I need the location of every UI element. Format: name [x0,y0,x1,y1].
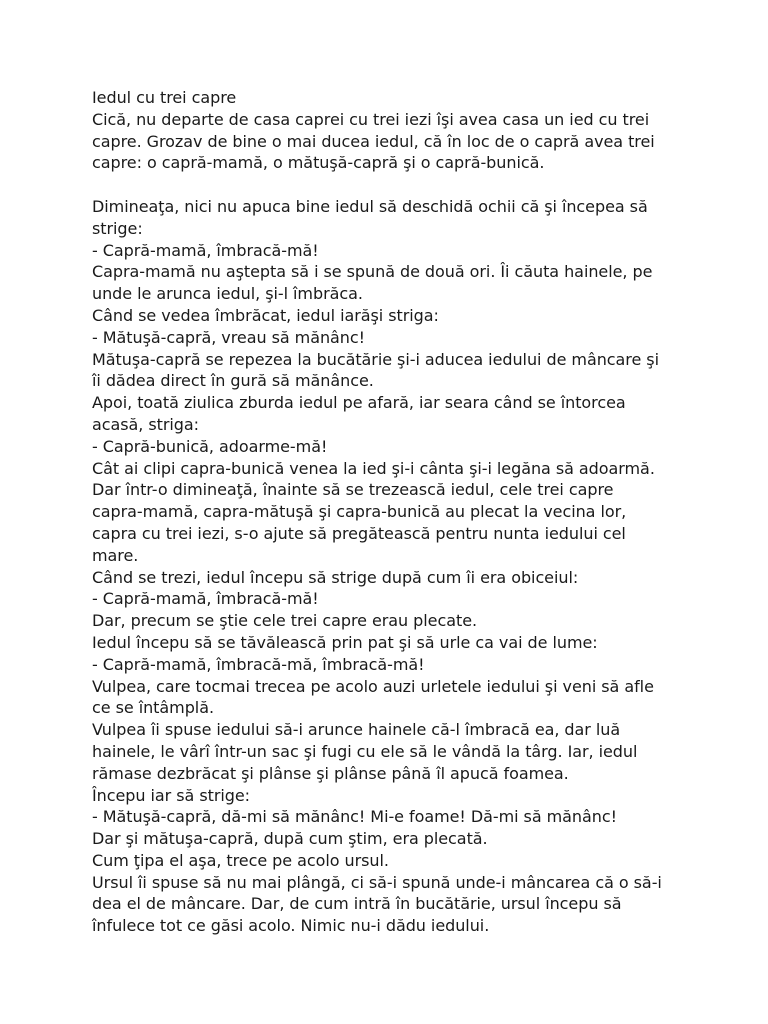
text-line: - Mătuşă-capră, vreau să mănânc! [92,327,365,347]
text-line: Cum ţipa el aşa, trece pe acolo ursul. [92,850,389,870]
text-line: rămase dezbrăcat şi plânse şi plânse până îl apucă foamea. [92,763,569,783]
text-line: Iedul începu să se tăvălească prin pat şi să urle ca vai de lume: [92,632,598,652]
text-line: Dimineaţa, nici nu apuca bine iedul să deschidă ochii că şi începea să [92,196,648,216]
text-line: Vulpea, care tocmai trecea pe acolo auzi urletele iedului şi veni să afle [92,676,654,696]
text-line: - Capră-mamă, îmbracă-mă! [92,589,319,609]
text-line: - Capră-mamă, îmbracă-mă, îmbracă-mă! [92,654,425,674]
text-line: acasă, striga: [92,414,200,434]
text-line: Cât ai clipi capra-bunică venea la ied şi-i cânta şi-i legăna să adoarmă. [92,458,655,478]
text-line: Vulpea îi spuse iedului să-i arunce hainele că-l îmbracă ea, dar luă [92,720,621,740]
text-line: - Mătuşă-capră, dă-mi să mănânc! Mi-e foame! Dă-mi să mănânc! [92,807,617,827]
text-line: Apoi, toată ziulica zburda iedul pe afară, iar seara când se întorcea [92,393,626,413]
text-line: Dar într-o dimineaţă, înainte să se trezească iedul, cele trei capre [92,480,614,500]
text-line: strige: [92,218,143,238]
text-line: Cică, nu departe de casa caprei cu trei iezi îşi avea casa un ied cu trei [92,109,650,129]
paragraph-gap [92,174,732,196]
document-title: Iedul cu trei capre [92,88,237,107]
text-line: capre: o capră-mamă, o mătuşă-capră şi o capră-bunică. [92,153,545,173]
text-line: capra-mamă, capra-mătuşă şi capra-bunică au plecat la vecina lor, [92,502,627,522]
text-line: Dar, precum se ştie cele trei capre erau plecate. [92,611,478,631]
text-line: Când se vedea îmbrăcat, iedul iarăşi striga: [92,305,439,325]
text-line: - Capră-bunică, adoarme-mă! [92,436,328,456]
text-line: Mătuşa-capră se repezea la bucătărie şi-i aducea iedului de mâncare şi [92,349,659,369]
text-line: înfulece tot ce găsi acolo. Nimic nu-i dădu iedului. [92,916,490,936]
text-line: îi dădea direct în gură să mănânce. [92,371,374,391]
text-line: Capra-mamă nu aştepta să i se spună de două ori. Îi căuta hainele, pe [92,262,653,282]
text-line: unde le arunca iedul, şi-l îmbrăca. [92,284,363,304]
text-line: - Capră-mamă, îmbracă-mă! [92,240,319,260]
text-line: Când se trezi, iedul începu să strige după cum îi era obiceiul: [92,567,579,587]
text-line: capre. Grozav de bine o mai ducea iedul, că în loc de o capră avea trei [92,131,655,151]
text-line: Dar şi mătuşa-capră, după cum ştim, era plecată. [92,829,488,849]
text-line: capra cu trei iezi, s-o ajute să pregătească pentru nunta iedului cel [92,523,626,543]
text-line: Ursul îi spuse să nu mai plângă, ci să-i spună unde-i mâncarea că o să-i [92,872,662,892]
text-line: hainele, le vârî într-un sac şi fugi cu ele să le vândă la târg. Iar, iedul [92,741,638,761]
text-line: Începu iar să strige: [92,785,250,805]
text-line: dea el de mâncare. Dar, de cum intră în bucătărie, ursul începu să [92,894,622,914]
text-line: ce se întâmplă. [92,698,214,718]
text-line: mare. [92,545,139,565]
document-page [92,87,732,937]
